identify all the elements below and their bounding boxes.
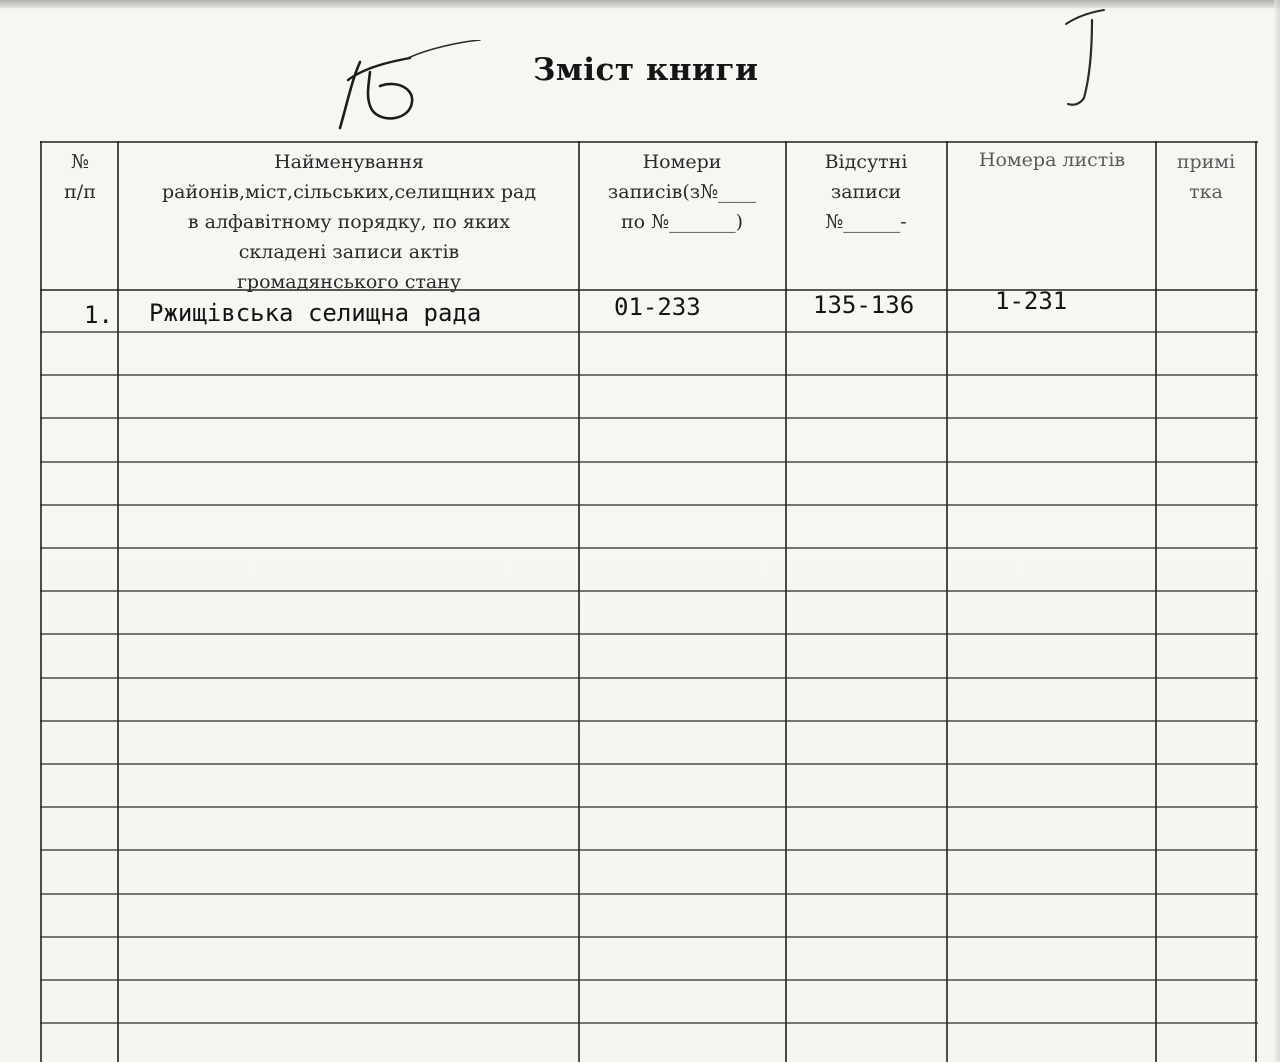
row-1-sheets: 1-231 bbox=[995, 287, 1068, 315]
header-records: Номери записів(з№____ по №_______) bbox=[607, 151, 757, 233]
page-title: Зміст книги bbox=[533, 52, 759, 88]
handwritten-page-number bbox=[330, 40, 490, 140]
row-1-name: Ржищівська селищна рада bbox=[149, 299, 482, 327]
header-missing: Відсутні записи №______- bbox=[824, 151, 908, 233]
header-note: примі тка bbox=[1176, 151, 1236, 203]
page-right-edge bbox=[1274, 0, 1280, 1062]
handwritten-corner-mark bbox=[1048, 6, 1128, 116]
header-sheets: Номера листів bbox=[978, 149, 1126, 171]
header-name: Найменування районів,міст,сільських,селищних рад в алфавітному порядку, по яких складені записи актів громадянського стану bbox=[161, 151, 537, 293]
ledger-table bbox=[40, 141, 1258, 1062]
row-1-number: 1. bbox=[84, 301, 113, 329]
header-number: № п/п bbox=[64, 151, 96, 203]
row-1-records: 01-233 bbox=[614, 293, 701, 321]
row-1-missing: 135-136 bbox=[813, 291, 915, 319]
